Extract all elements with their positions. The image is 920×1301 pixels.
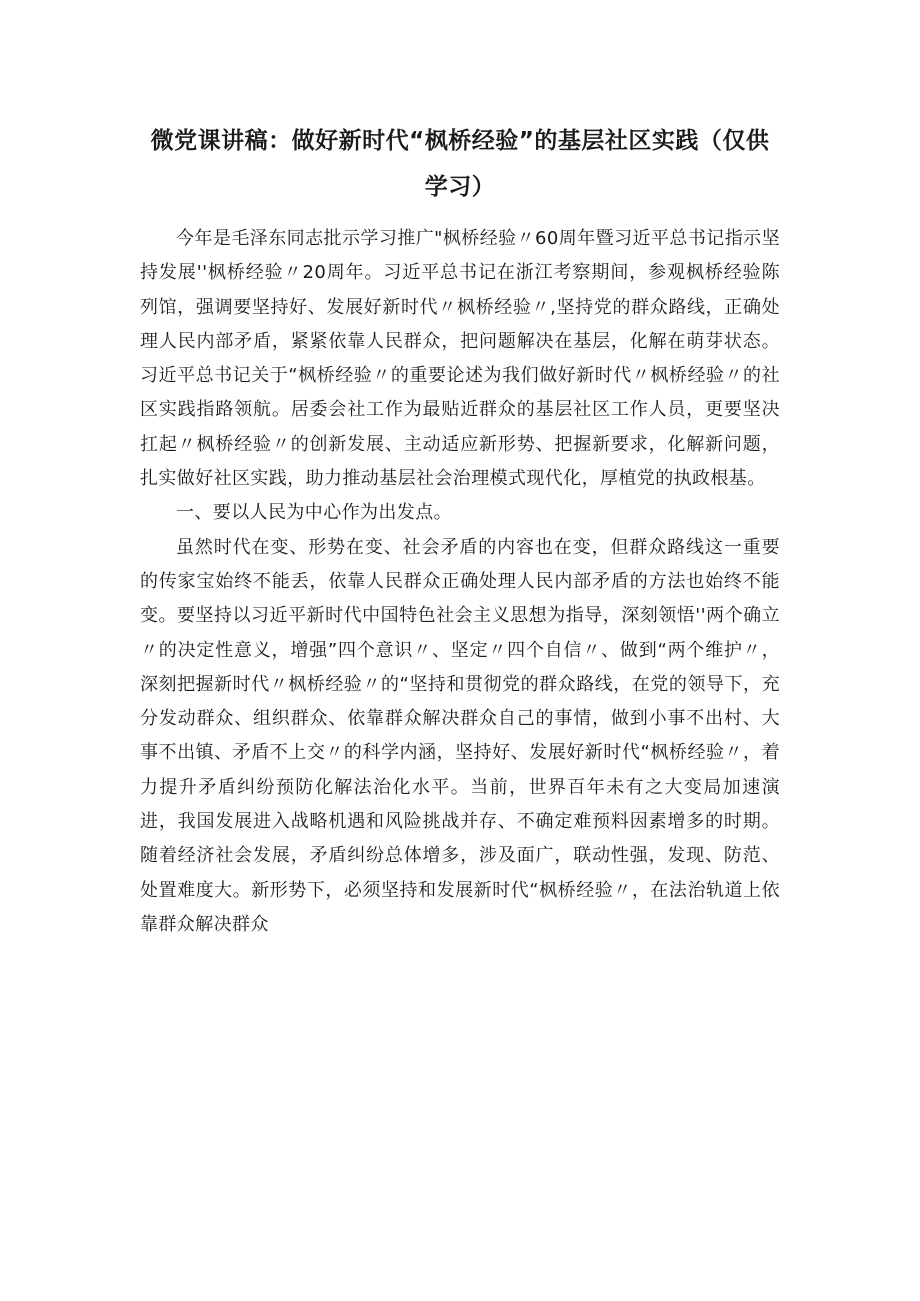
document-body [140, 222, 780, 942]
section-heading-1: 一、要以人民为中心作为出发点。 [176, 502, 452, 524]
intro-paragraph: 今年是毛泽东同志批示学习推广"枫桥经验〃60周年暨习近平总书记指示坚持发展''枫桥经验〃20周年。习近平总书记在浙江考察期间，参观枫桥经验陈列馆，强调要坚持好、发展好新时代〃枫桥经验〃,坚持党的群众路线，正确处理人民内部矛盾，紧紧依靠人民群众，把问题解决在基层，化解在萌芽状态。习近平总书记关于“枫桥经验〃的重要论述为我们做好新时代〃枫桥经验〃的社区实践指路领航。居委会社工作为最贴近群众的基层社区工作人员，更要坚决扛起〃枫桥经验〃的创新发展、主动适应新形势、把握新要求，化解新问题，扎实做好社区实践，助力推动基层社会治理模式现代化，厚植党的执政根基。 [140, 228, 780, 490]
section-1-paragraph: 虽然时代在变、形势在变、社会矛盾的内容也在变，但群众路线这一重要的传家宝始终不能丢，依靠人民群众正确处理人民内部矛盾的方法也始终不能变。要坚持以习近平新时代中国特色社会主义思想为指导，深刻领悟''两个确立〃的决定性意义，增强”四个意识〃、坚定〃四个自信〃、做到“两个维护〃，深刻把握新时代〃枫桥经验〃的“坚持和贯彻党的群众路线，在党的领导下，充分发动群众、组织群众、依靠群众解决群众自己的事情，做到小事不出村、大事不出镇、矛盾不上交〃的科学内涵，坚持好、发展好新时代“枫桥经验〃，着力提升矛盾纠纷预防化解法治化水平。当前，世界百年未有之大变局加速演进，我国发展进入战略机遇和风险挑战并存、不确定难预料因素增多的时期。随着经济社会发展，矛盾纠纷总体增多，涉及面广，联动性强，发现、防范、处置难度大。新形势下，必须坚持和发展新时代“枫桥经验〃，在法治轨道上依靠群众解决群众 [140, 536, 780, 935]
document-title: 微党课讲稿：做好新时代“枫桥经验”的基层社区实践（仅供学习） [150, 128, 770, 200]
